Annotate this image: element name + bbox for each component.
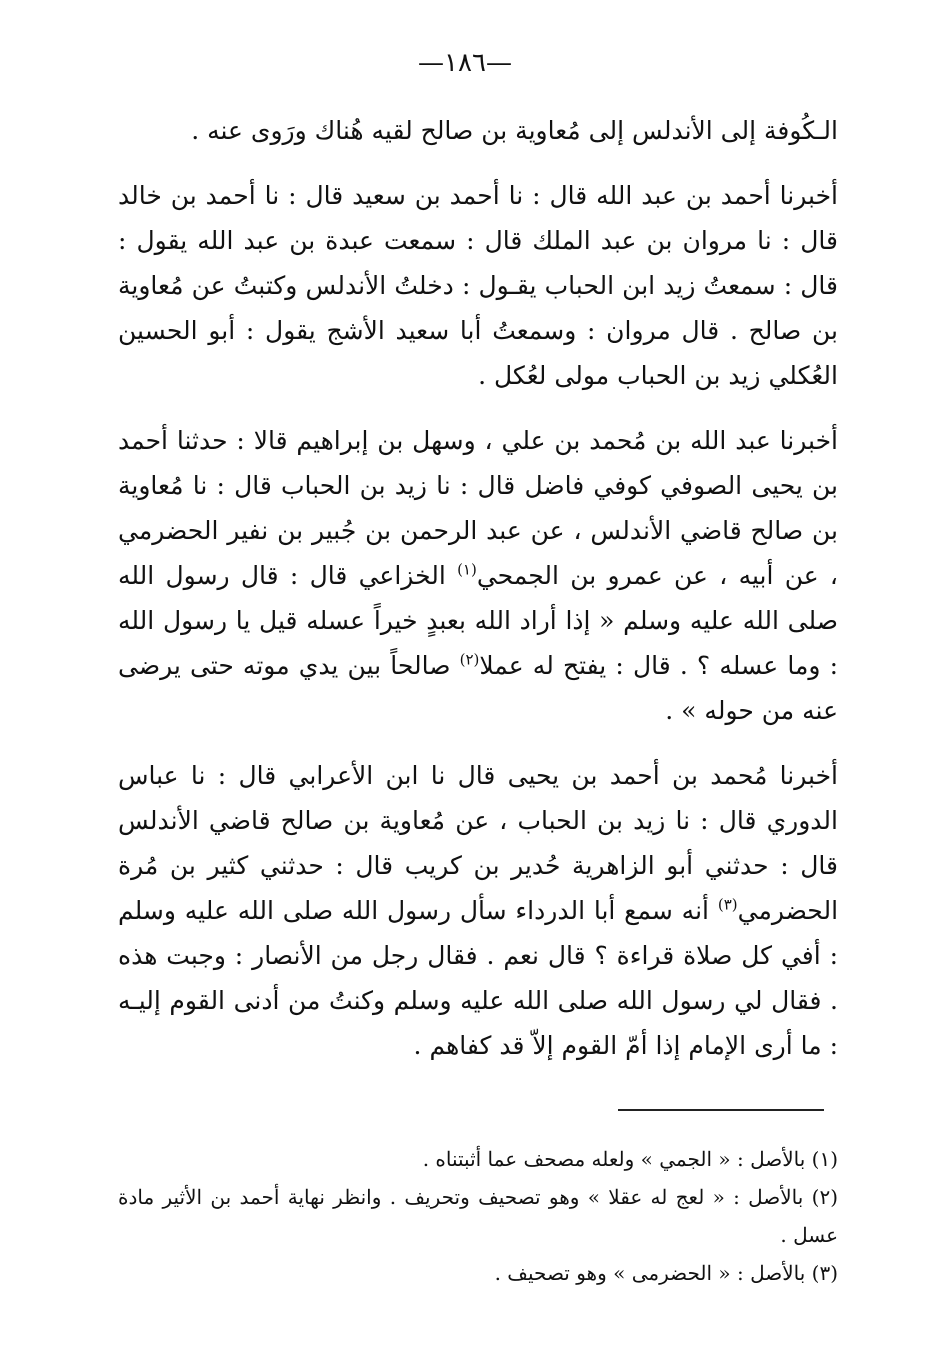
paragraph-1: الـكُوفة إلى الأندلس إلى مُعاوية بن صالح لقيه هُناك ورَوى عنه .	[191, 116, 838, 145]
paragraph-2: أخبرنا أحمد بن عبد الله قال : نا أحمد بن سعيد قال : نا أحمد بن خالد قال : نا مروان بن عبد الملك قال : سمعت عبدة بن عبد الله يقول : قال : سمعتُ زيد ابن الحباب يقـول : دخلتُ الأندلس وكتبتُ عن مُعاوية بن صالح . قال مروان : وسمعتُ أبا سعيد الأشج يقول : أبو الحسين العُكلي زيد بن الحباب مولى لعُكل .	[118, 181, 838, 390]
footnote-3: (٣) بالأصل : « الحضرمى » وهو تصحيف .	[494, 1261, 838, 1285]
footnotes	[118, 1140, 838, 1292]
main-text	[118, 108, 838, 1068]
footnote-ref-1: (١)	[457, 560, 477, 579]
paragraph-4-part-1: أخبرنا مُحمد بن أحمد بن يحيى قال نا ابن الأعرابي قال : نا عباس الدوري قال : نا زيد بن الحباب ، عن مُعاوية بن صالح قاضي الأندلس قال : حدثني أبو الزاهرية حُدير بن كريب قال : حدثني كثير بن مُرة الحضرمي	[118, 761, 839, 925]
paragraph-3	[118, 418, 838, 733]
paragraph-4-part-2: أنه سمع أبا الدرداء سأل رسول الله صلى الله عليه وسلم : أفي كل صلاة قراءة ؟ قال نعم . فقال رجل من الأنصار : وجبت هذه . فقال لي رسول الله صلى الله عليه وسلم وكنتُ من أدنى القوم إليـه : ما أرى الإمام إذا أمّ القوم إلاّ قد كفاهم .	[118, 896, 838, 1060]
footnote-separator	[618, 1109, 824, 1111]
paragraph-3-part-2: الخزاعي قال : قال رسول الله صلى الله عليه وسلم « إذا أراد الله بعبدٍ خيراً عسله قيل يا رسول الله : وما عسله ؟ . قال : يفتح له عملا	[118, 561, 839, 680]
footnote-ref-3: (٣)	[717, 895, 738, 914]
paragraph-4	[118, 753, 838, 1068]
footnote-1: (١) بالأصل : « الجمي » ولعله مصحف عما أثبتناه .	[422, 1147, 838, 1171]
page-number: —١٨٦—	[418, 48, 512, 78]
paragraph-3-part-1: أخبرنا عبد الله بن مُحمد بن علي ، وسهل بن إبراهيم قالا : حدثنا أحمد بن يحيى الصوفي كوفي فاضل قال : نا زيد بن الحباب قال : نا مُعاوية بن صالح قاضي الأندلس ، عن عبد الرحمن بن جُبير بن نفير الحضرمي ، عن أبيه ، عن عمرو بن الجمحي	[118, 426, 838, 590]
footnote-ref-2: (٢)	[459, 650, 480, 669]
paragraph-3-part-3: صالحاً بين يدي موته حتى يرضى عنه من حوله » .	[118, 651, 838, 725]
footnote-2: (٢) بالأصل : « لعج له عقلا » وهو تصحيف وتحريف . وانظر نهاية أحمد بن الأثير مادة عسل .	[118, 1185, 838, 1247]
